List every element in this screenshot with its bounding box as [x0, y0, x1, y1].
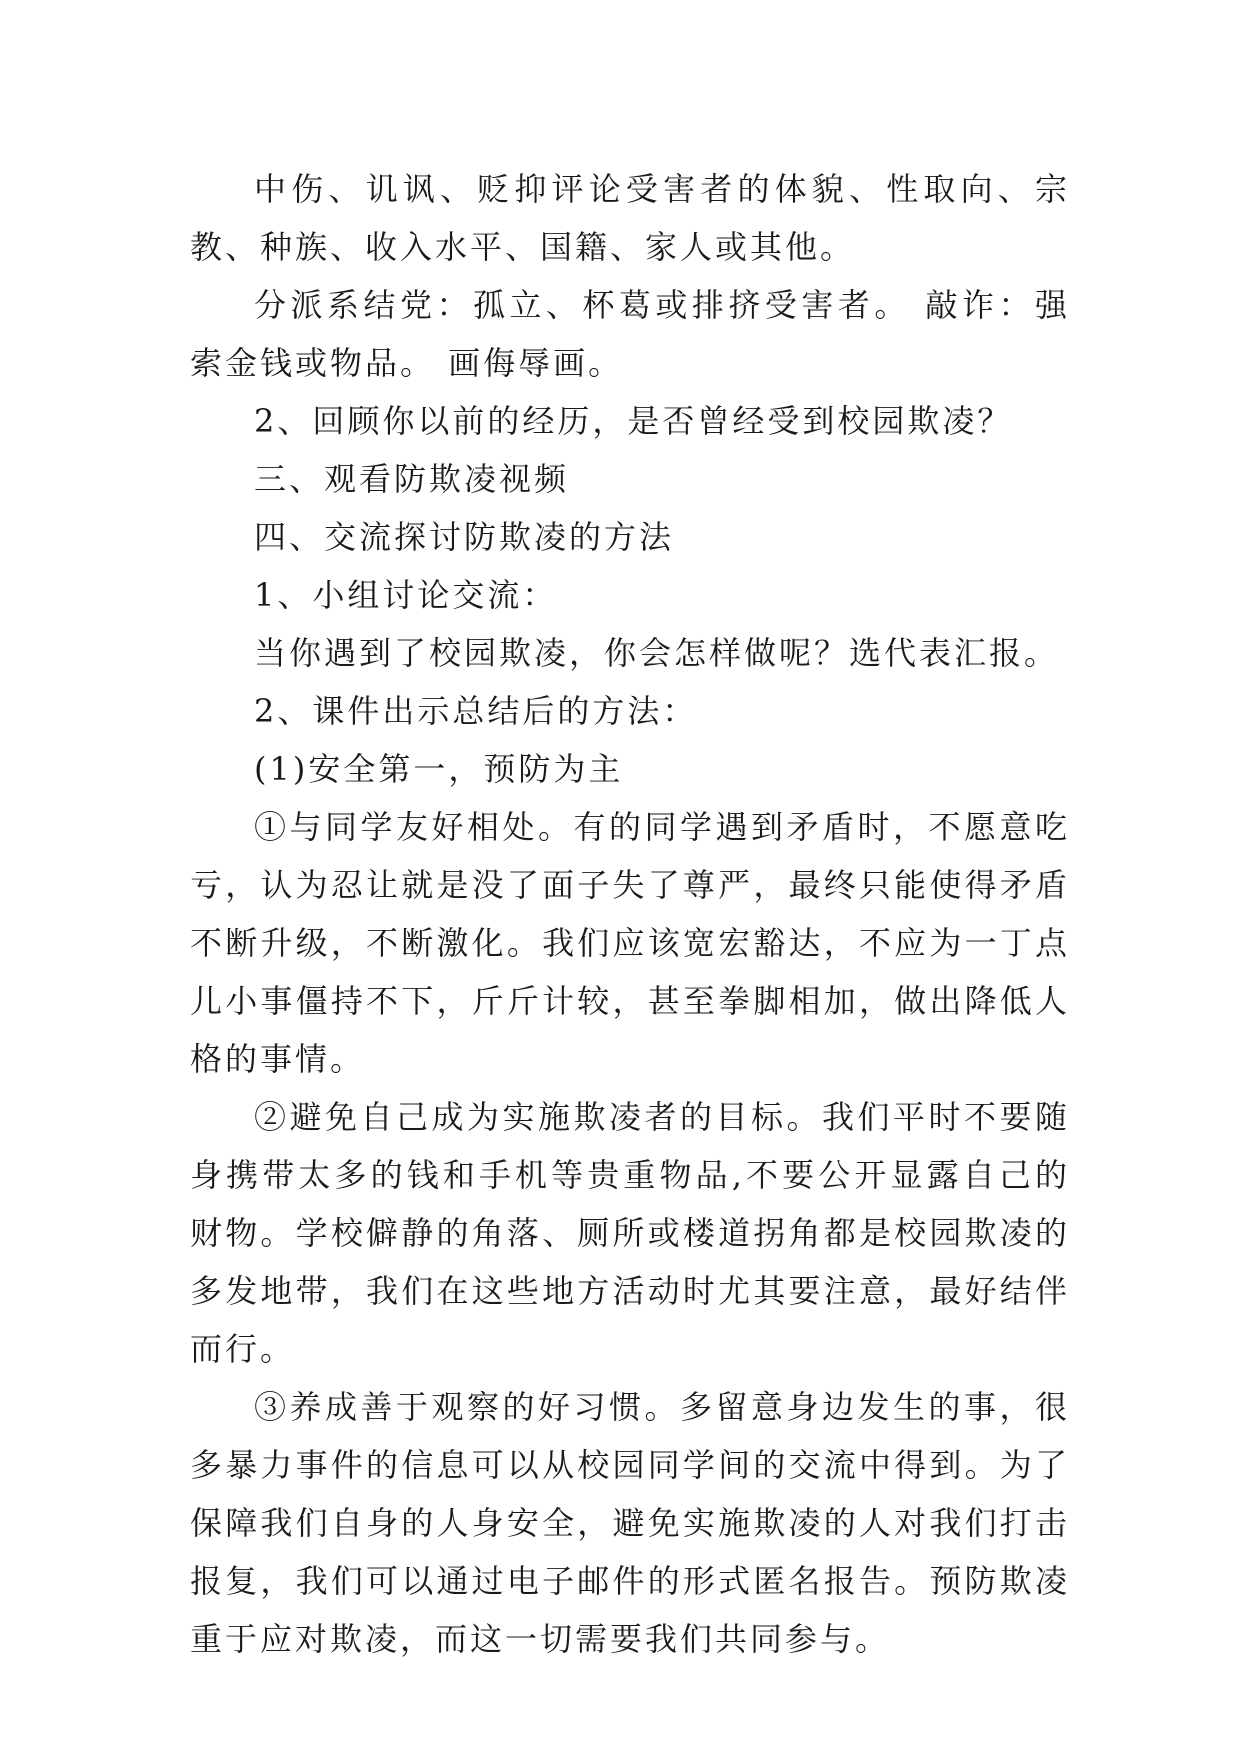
- paragraph-12: ③养成善于观察的好习惯。多留意身边发生的事，很多暴力事件的信息可以从校园同学间的交流中得到。为了保障我们自身的人身安全，避免实施欺凌的人对我们打击报复，我们可以通过电子邮件的形式匿名报告。预防欺凌重于应对欺凌，而这一切需要我们共同参与。: [190, 1388, 1070, 1658]
- paragraph-1: 中伤、讥讽、贬抑评论受害者的体貌、性取向、宗教、种族、收入水平、国籍、家人或其他。: [190, 170, 1070, 266]
- paragraph-2: 分派系结党：孤立、杯葛或排挤受害者。 敲诈：强索金钱或物品。 画侮辱画。: [190, 286, 1070, 382]
- paragraph-7: 当你遇到了校园欺凌，你会怎样做呢？选代表汇报。: [254, 634, 1060, 672]
- section-heading-4: 四、交流探讨防欺凌的方法: [254, 518, 675, 556]
- subheading-1: (1)安全第一，预防为主: [254, 750, 624, 788]
- paragraph-10: ①与同学友好相处。有的同学遇到矛盾时，不愿意吃亏，认为忍让就是没了面子失了尊严，最终只能使得矛盾不断升级，不断激化。我们应该宽宏豁达，不应为一丁点儿小事僵持不下，斤斤计较，甚至拳脚相加，做出降低人格的事情。: [190, 808, 1070, 1078]
- document-body: [190, 160, 1070, 1668]
- paragraph-8: 2、课件出示总结后的方法：: [254, 692, 698, 730]
- section-heading-3: 三、观看防欺凌视频: [254, 460, 570, 498]
- paragraph-11: ②避免自己成为实施欺凌者的目标。我们平时不要随身携带太多的钱和手机等贵重物品,不要公开显露自己的财物。学校僻静的角落、厕所或楼道拐角都是校园欺凌的多发地带，我们在这些地方活动时尤其要注意，最好结伴而行。: [190, 1098, 1070, 1368]
- paragraph-6: 1、小组讨论交流：: [254, 576, 558, 614]
- paragraph-3: 2、回顾你以前的经历，是否曾经受到校园欺凌？: [254, 402, 1013, 440]
